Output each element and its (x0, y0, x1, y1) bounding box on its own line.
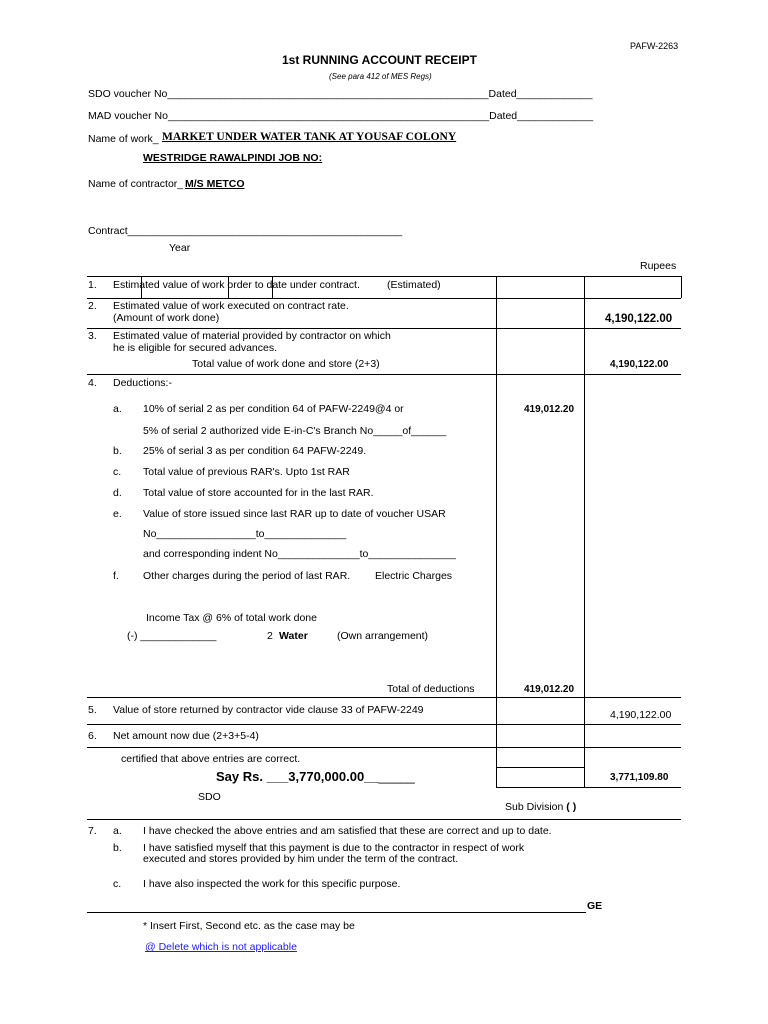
income-tax-text: Income Tax @ 6% of total work done (146, 612, 317, 624)
item-a-label: a. (113, 403, 122, 415)
row3-text2: he is eligible for secured advances. (113, 342, 278, 354)
item-d-label: d. (113, 487, 122, 499)
item-a-amount: 419,012.20 (524, 404, 575, 415)
row5-number: 5. (88, 704, 97, 716)
row5-amount: 4,190,122.00 (610, 709, 672, 721)
row5-text: Value of store returned by contractor vide clause 33 of PAFW-2249 (113, 704, 424, 716)
ge-signature-line (87, 912, 586, 913)
page-title: 1st RUNNING ACCOUNT RECEIPT (282, 53, 477, 67)
row4-number: 4. (88, 377, 97, 389)
sub-division-paren: ( ) (566, 801, 577, 813)
row7-b-text2: executed and stores provided by him under the term of the contract. (143, 853, 459, 865)
item-f-note: Electric Charges (375, 570, 453, 582)
item-f-label: f. (113, 570, 119, 582)
row3-number: 3. (88, 330, 97, 342)
contractor-label: Name of contractor_ (88, 178, 184, 190)
sub-division (505, 801, 576, 813)
year-label: Year (169, 242, 191, 254)
name-of-work-label: Name of work_ (88, 133, 159, 145)
name-of-work-line2: WESTRIDGE RAWALPINDI JOB NO: (143, 152, 323, 164)
item-e-text3: and corresponding indent No______________to_______________ (143, 548, 456, 560)
row2-amount: 4,190,122.00 (605, 313, 673, 325)
row3-total-amount: 4,190,122.00 (610, 359, 669, 370)
say-rupees (216, 769, 415, 784)
total-deductions-label: Total of deductions (387, 683, 475, 695)
item-a-text: 10% of serial 2 as per condition 64 of PAFW-2249@4 or (143, 403, 404, 415)
water-number: 2 (267, 630, 273, 642)
item-a-text2: 5% of serial 2 authorized vide E-in-C's Branch No_____of______ (143, 425, 447, 437)
minus-line: (-) _____________ (127, 630, 217, 642)
sub-division-label: Sub Division (505, 801, 564, 813)
row1-number: 1. (88, 279, 97, 291)
row7-number: 7. (88, 825, 97, 837)
row7-a-label: a. (113, 825, 122, 837)
row6-number: 6. (88, 730, 97, 742)
row7-b-label: b. (113, 842, 122, 854)
item-f-text: Other charges during the period of last RAR. (143, 570, 351, 582)
water-label: Water (279, 630, 308, 642)
row3-total-label: Total value of work done and store (2+3) (192, 358, 380, 370)
item-b-text: 25% of serial 3 as per condition 64 PAFW-2249. (143, 445, 367, 457)
row2-text2: (Amount of work done) (113, 312, 220, 324)
sdo-label: SDO (198, 791, 221, 803)
contractor-value: M/S METCO (185, 178, 245, 190)
say-rupees-text: Say Rs. ___3,770,000.00__ (216, 769, 379, 784)
name-of-work-value: MARKET UNDER WATER TANK AT YOUSAF COLONY (162, 131, 457, 143)
rupees-label: Rupees (640, 260, 677, 272)
row7-a-text: I have checked the above entries and am satisfied that these are correct and up to date. (143, 825, 552, 837)
row2-text: Estimated value of work executed on contract rate. (113, 300, 349, 312)
form-code: PAFW-2263 (630, 41, 679, 51)
row4-text: Deductions:- (113, 377, 172, 389)
row7-c-label: c. (113, 878, 122, 890)
item-e-text: Value of store issued since last RAR up to date of voucher USAR (143, 508, 446, 520)
item-c-label: c. (113, 466, 122, 478)
net-amount: 3,771,109.80 (610, 772, 669, 783)
row3-text: Estimated value of material provided by contractor on which (113, 330, 391, 342)
row6-text: Net amount now due (2+3+5-4) (113, 730, 259, 742)
contract-line: Contract_______________________________________________ (88, 225, 403, 237)
row2-number: 2. (88, 300, 97, 312)
ge-label: GE (587, 900, 603, 912)
item-e-text2: No_________________to______________ (143, 528, 347, 540)
footnote: * Insert First, Second etc. as the case may be (143, 920, 355, 932)
sdo-voucher-line: SDO voucher No_______________________________________________________Dated_____________ (88, 88, 593, 100)
item-c-text: Total value of previous RAR's. Upto 1st RAR (143, 466, 350, 478)
say-rupees-tail: _____ (378, 769, 415, 784)
row1-text: Estimated value of work order to date under contract. (113, 279, 360, 291)
total-deductions-amount: 419,012.20 (524, 684, 575, 695)
item-d-text: Total value of store accounted for in the last RAR. (143, 487, 374, 499)
delete-note: @ Delete which is not applicable (145, 941, 297, 953)
row7-b-text: I have satisfied myself that this payment is due to the contractor in respect of work (143, 842, 525, 854)
subtitle: (See para 412 of MES Regs) (329, 72, 432, 81)
own-arrangement: (Own arrangement) (337, 630, 429, 642)
certified-text: certified that above entries are correct. (121, 753, 301, 765)
mad-voucher-line: MAD voucher No_______________________________________________________Dated_____________ (88, 110, 594, 122)
row7-c-text: I have also inspected the work for this specific purpose. (143, 878, 401, 890)
item-b-label: b. (113, 445, 122, 457)
row1-note: (Estimated) (387, 279, 441, 291)
item-e-label: e. (113, 508, 122, 520)
